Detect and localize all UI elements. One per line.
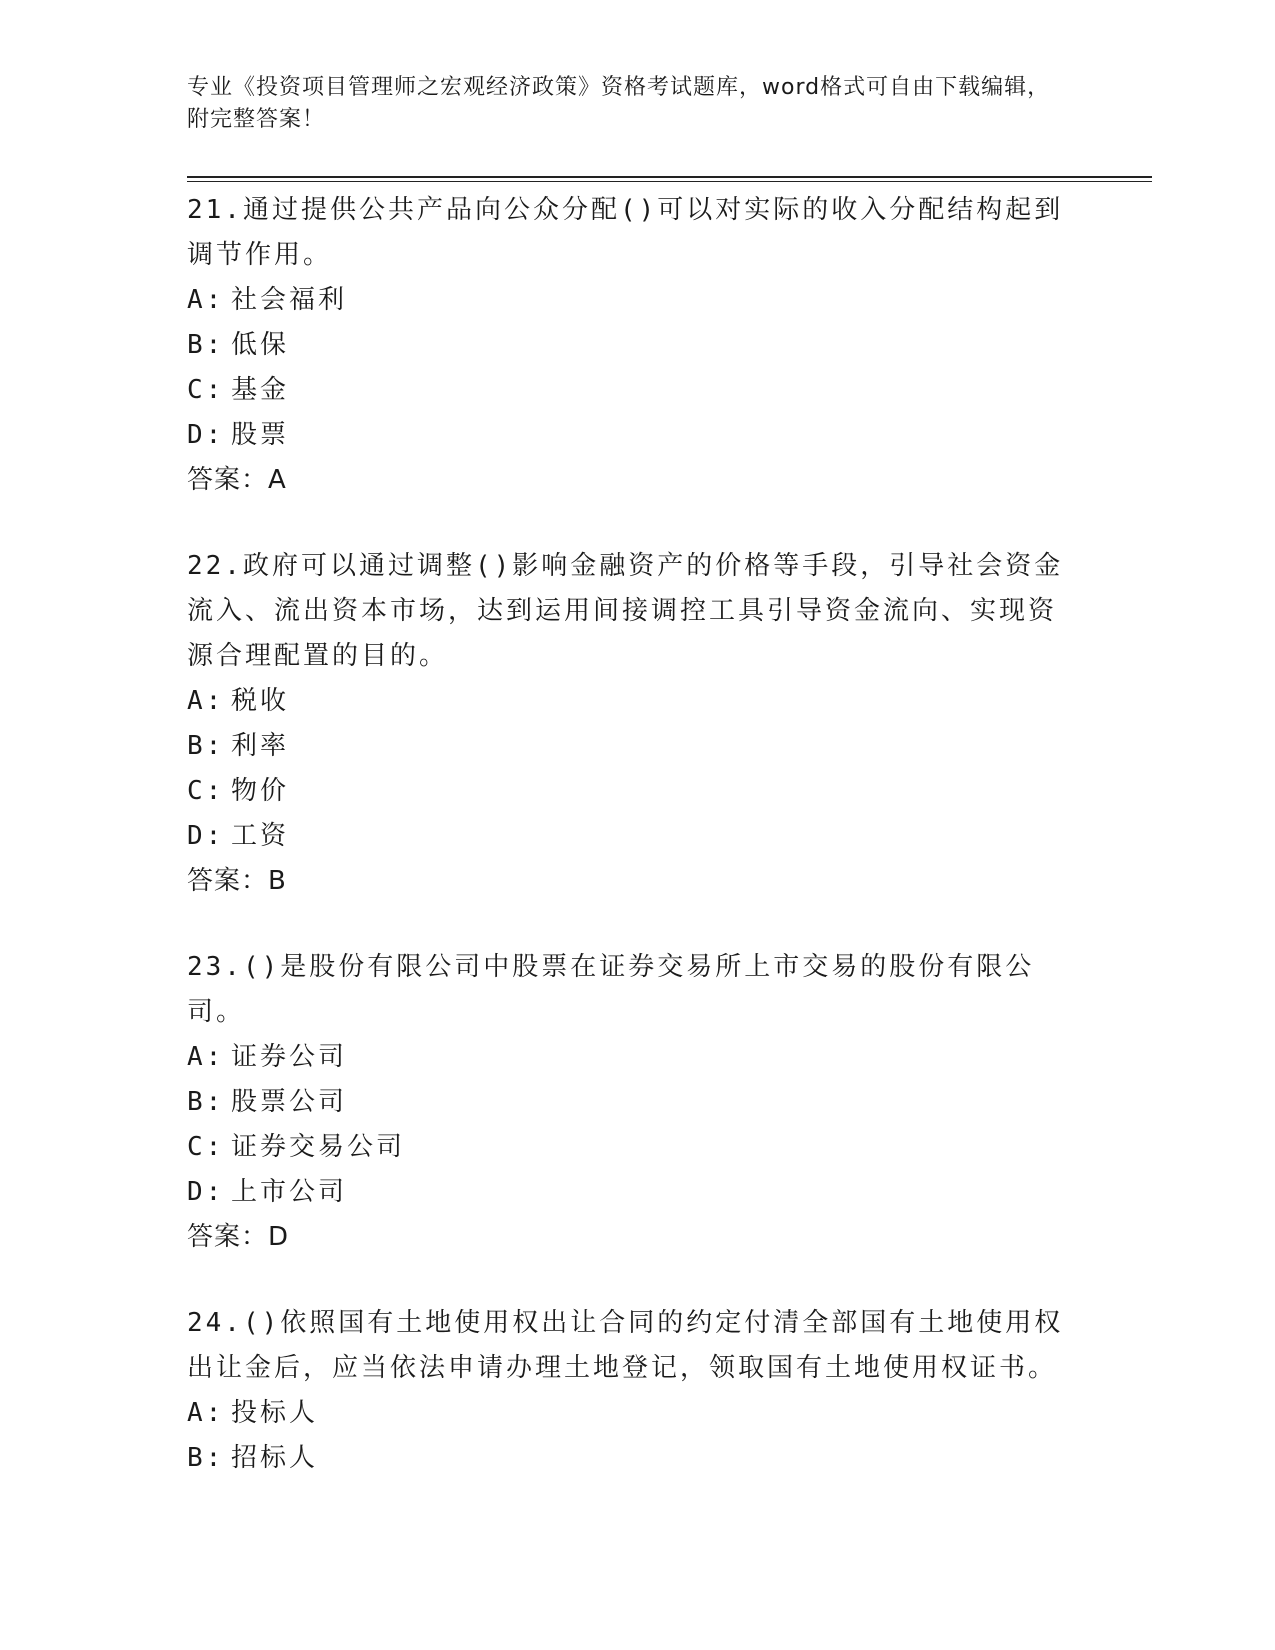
option-text: 社会福利 [231,285,348,315]
option-letter: C: [187,776,225,806]
question-stem: 24.()依照国有土地使用权出让合同的约定付清全部国有土地使用权出让金后，应当依法申请办理土地登记，领取国有土地使用权证书。 [187,1308,1064,1383]
question-24 [187,1301,1077,1481]
option-text: 基金 [231,375,290,405]
option-letter: D: [187,821,225,851]
question-22 [187,544,1077,903]
option-text: 税收 [231,686,290,716]
option-a [187,1391,1077,1436]
option-d [187,1170,1077,1215]
option-text: 证券交易公司 [231,1132,406,1162]
option-text: 证券公司 [231,1042,348,1072]
answer: 答案：B [187,866,287,896]
option-letter: C: [187,375,225,405]
option-d [187,814,1077,859]
option-c [187,769,1077,814]
option-text: 利率 [231,731,290,761]
option-letter: B: [187,1087,225,1117]
document-header: 专业《投资项目管理师之宏观经济政策》资格考试题库，word格式可自由下载编辑，附完整答案！ [187,75,1051,132]
option-d [187,413,1077,458]
option-letter: B: [187,330,225,360]
option-letter: A: [187,285,225,315]
option-letter: A: [187,1042,225,1072]
option-letter: C: [187,1132,225,1162]
option-b [187,724,1077,769]
option-letter: B: [187,1443,225,1473]
option-letter: D: [187,420,225,450]
option-b [187,1080,1077,1125]
option-b [187,323,1077,368]
option-text: 上市公司 [231,1177,348,1207]
option-text: 股票 [231,420,290,450]
option-text: 股票公司 [231,1087,348,1117]
option-letter: D: [187,1177,225,1207]
option-c [187,368,1077,413]
option-letter: B: [187,731,225,761]
header-divider-thick [187,176,1152,178]
option-a [187,1035,1077,1080]
question-23 [187,945,1077,1259]
option-letter: A: [187,686,225,716]
header-divider-thin [187,181,1152,182]
option-text: 工资 [231,821,290,851]
question-stem: 23.()是股份有限公司中股票在证券交易所上市交易的股份有限公司。 [187,952,1035,1027]
option-a [187,679,1077,724]
option-text: 投标人 [231,1398,319,1428]
option-text: 低保 [231,330,290,360]
question-21 [187,188,1077,502]
option-a [187,278,1077,323]
option-c [187,1125,1077,1170]
question-stem: 22.政府可以通过调整()影响金融资产的价格等手段，引导社会资金流入、流出资本市场，达到运用间接调控工具引导资金流向、实现资源合理配置的目的。 [187,551,1064,671]
option-text: 物价 [231,776,290,806]
answer: 答案：A [187,465,287,495]
option-text: 招标人 [231,1443,319,1473]
answer: 答案：D [187,1222,290,1252]
question-stem: 21.通过提供公共产品向公众分配()可以对实际的收入分配结构起到调节作用。 [187,195,1064,270]
option-letter: A: [187,1398,225,1428]
question-list [187,188,1077,1523]
option-b [187,1436,1077,1481]
